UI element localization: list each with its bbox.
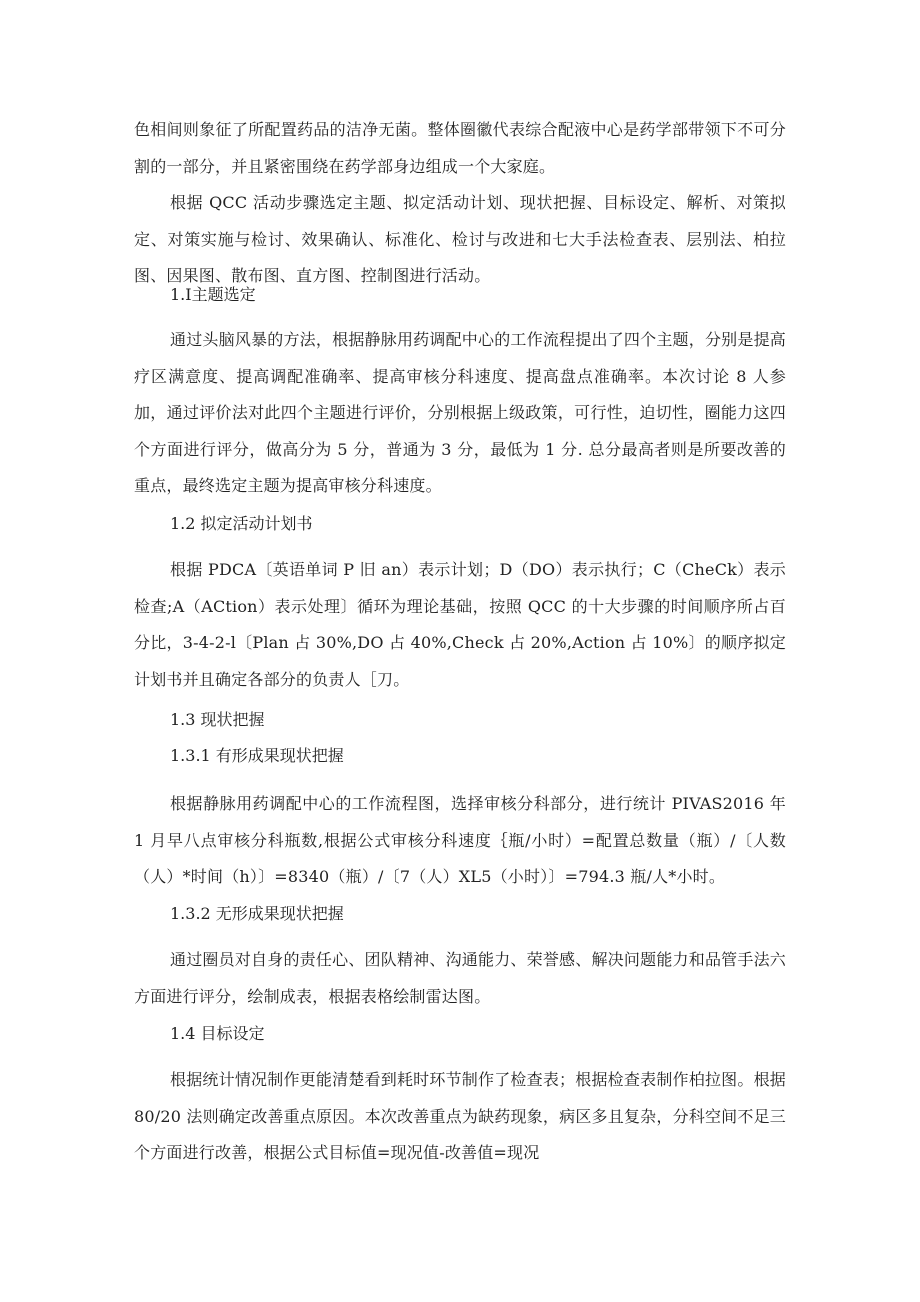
heading-1-2-activity-plan: 1.2 拟定活动计划书	[170, 514, 313, 533]
heading-1-4-goal-setting: 1.4 目标设定	[170, 1024, 265, 1043]
paragraph-intangible-status: 通过圈员对自身的责任心、团队精神、沟通能力、荣誉感、解决问题能力和品管手法六方面进行评分，绘制成表，根据表格绘制雷达图。	[134, 950, 786, 1006]
paragraph-topic-selection: 通过头脑风暴的方法，根据静脉用药调配中心的工作流程提出了四个主题，分别是提高疗区满意度、提高调配准确率、提高审核分科速度、提高盘点准确率。本次讨论 8 人参加，通过评价法对此四个主题进行评价，分别根据上级政策，可行性，迫切性，圈能力这四个方面进行评分，做高分为 5 分，普通为 3 分，最低为 1 分. 总分最高者则是所要改善的重点，最终选定主题为提高审核分科速度。	[134, 330, 786, 495]
heading-1-1-topic-selection: 1.Ⅰ主题选定	[170, 285, 256, 304]
heading-1-3-current-status: 1.3 现状把握	[170, 710, 265, 729]
paragraph-clean-room-symbol: 色相间则象征了所配置药品的洁净无菌。整体圈徽代表综合配液中心是药学部带领下不可分割的一部分，并且紧密围绕在药学部身边组成一个大家庭。	[134, 120, 786, 176]
paragraph-goal-setting: 根据统计情况制作更能清楚看到耗时环节制作了检查表；根据检查表制作柏拉图。根据 80/20 法则确定改善重点原因。本次改善重点为缺药现象，病区多且复杂，分科空间不足三个方面进行改善，根据公式目标值=现况值-改善值=现况	[134, 1070, 786, 1162]
paragraph-pdca-plan: 根据 PDCA〔英语单词 P 旧 an）表示计划；D（DO）表示执行；C（CheCk）表示检查;A（ACtion）表示处理〕循环为理论基础，按照 QCC 的十大步骤的时间顺序所占百分比，3-4-2-l〔Plan 占 30%,DO 占 40%,Check 占 20%,Action 占 10%〕的顺序拟定计划书并且确定各部分的负责人［刀。	[134, 560, 786, 689]
paragraph-tangible-status: 根据静脉用药调配中心的工作流程图，选择审核分科部分，进行统计 PIVAS2016 年 1 月早八点审核分科瓶数,根据公式审核分科速度｛瓶/小时）=配置总数量（瓶）/〔人数（人）*时间（h）〕=8340（瓶）/〔7（人）XL5（小时）〕=794.3 瓶/人*小时。	[134, 794, 786, 886]
paragraph-qcc-steps: 根据 QCC 活动步骤选定主题、拟定活动计划、现状把握、目标设定、解析、对策拟定、对策实施与检讨、效果确认、标准化、检讨与改进和七大手法检查表、层别法、柏拉图、因果图、散布图、直方图、控制图进行活动。	[134, 193, 786, 285]
heading-1-3-2-intangible-status: 1.3.2 无形成果现状把握	[170, 904, 344, 923]
heading-1-3-1-tangible-status: 1.3.1 有形成果现状把握	[170, 746, 344, 765]
